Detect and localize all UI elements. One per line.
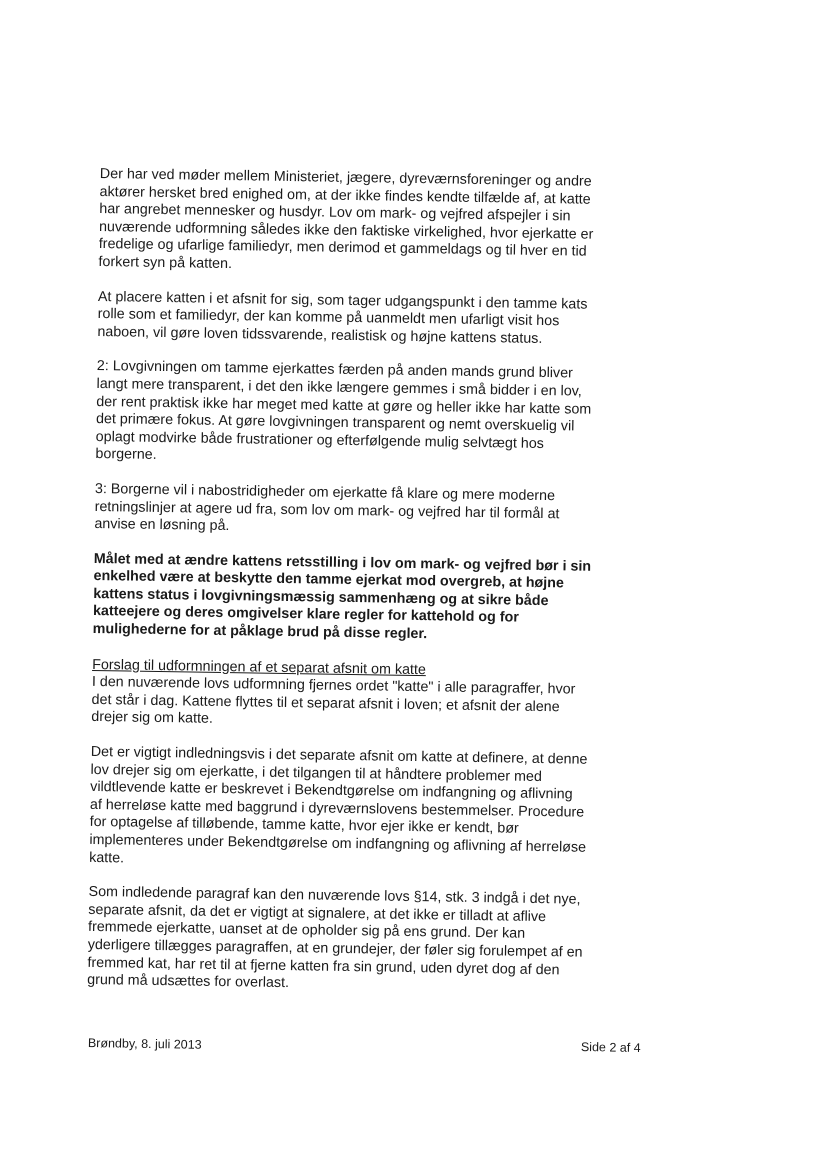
document-body — [87, 166, 620, 1015]
footer-page-number: Side 2 af 4 — [580, 1040, 641, 1055]
section-heading: Forslag til udformningen af et separat afsnit om katte — [92, 656, 427, 678]
paragraph-3: 2: Lovgivningen om tamme ejerkattes færden på anden mands grund bliver langt mere transparent, i det den ikke længere gemmes i små bidder i en lov, der rent praktisk ikke har meget med katte at gøre og heller ikke har katte som det primære fokus. At gøre lovgivningen transparent og nemt overskuelig vil oplagt modvirke både frustrationer og efterfølgende mulig selvtægt hos borgerne. — [95, 358, 592, 464]
paragraph-4: 3: Borgerne vil i nabostridigheder om ejerkatte få klare og mere moderne retningslinjer at agere ud fra, som lov om mark- og vejfred har til formål at anvise en løsning på. — [94, 480, 560, 535]
footer-place-date: Brøndby, 8. juli 2013 — [87, 1036, 202, 1052]
paragraph-1: Der har ved møder mellem Ministeriet, jægere, dyreværnsforeninger og andre aktører hersket bred enighed om, at der ikke findes kendte tilfælde af, at katte har angrebet mennesker og husdyr. Lov om mark- og vejfred afspejler i sin nuværende udformning således ikke den faktiske virkelighed, hvor ejerkatte er fredelige og ufarlige familiedyr, men derimod et gammeldags og til hver en tid forkert syn på katten. — [98, 166, 594, 273]
section-intro: I den nuværende lovs udformning fjernes ordet "katte" i alle paragraffer, hvor det står i dag. Kattene flyttes til et separat afsnit i loven; et afsnit der alene drejer sig om katte. — [91, 674, 576, 728]
bold-summary-paragraph: Målet med at ændre kattens retsstilling i lov om mark- og vejfred bør i sin enkelhed være at beskytte den tamme ejerkat mod overgreb, at højne kattens status i lovgivningsmæssig sammenhæng og at sikre både katteejere og deres omgivelser klare regler for kattehold og for mulighederne for at påklage brud på disse regler. — [92, 550, 592, 643]
paragraph-5: Det er vigtigt indledningsvis i det separate afsnit om katte at definere, at denne lov drejer sig om ejerkatte, i det tilgangen til at håndtere problemer med vildtlevende katte er beskrevet i Bekendtgørelse om indfangning og aflivning af herreløse katte med baggrund i dyreværnslovens bestemmelser. Procedure for optagelse af tilløbende, tamme katte, hvor ejer ikke er kendt, bør implementeres under Bekendtgørelse om indfangning og aflivning af herreløse katte. — [89, 743, 588, 867]
proposal-section — [91, 657, 612, 736]
paragraph-2: At placere katten i et afsnit for sig, som tager udgangspunkt i den tamme kats rolle som et familiedyr, der kan komme på uanmeldt men ufarligt visit hos naboen, vil gøre loven tidssvarende, realistisk og højne kattens status. — [97, 288, 588, 347]
paragraph-6: Som indledende paragraf kan den nuværende lovs §14, stk. 3 indgå i det nye, separate afsnit, da det er vigtigt at signalere, at det ikke er tilladt at aflive fremmede ejerkatte, uanset at de opholder sig på ens grund. Der kan yderligere tillægges paragraffen, at en grundejer, der føler sig forulempet af en fremmed kat, har ret til at fjerne katten fra sin grund, uden dyret dog af den grund må udsættes for overlast. — [87, 884, 583, 992]
